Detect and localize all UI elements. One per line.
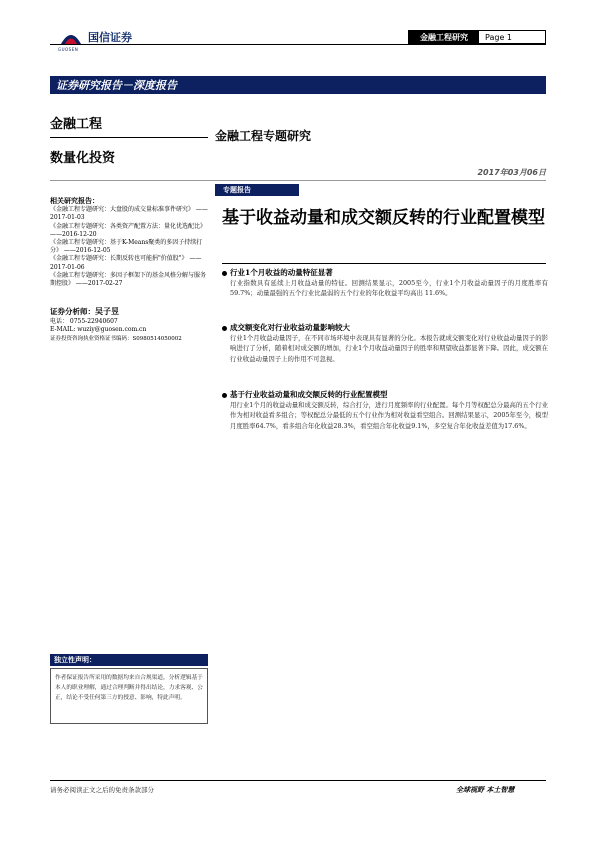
- declaration-body: 作者保证报告所采用的数据均来自合规渠道，分析逻辑基于本人的职业理解，通过合理判断并得出结论，力求客观、公正，结论不受任何第三方的授意、影响，特此声明。: [50, 668, 208, 724]
- footer-disclaimer-note: 请务必阅读正文之后的免责条款部分: [50, 786, 154, 794]
- report-date: 2017年03月06日: [477, 168, 546, 177]
- title-rule: [222, 263, 546, 264]
- analyst-label: 证券分析师：: [50, 307, 95, 316]
- header-page-number: Page 1: [485, 32, 512, 42]
- logo-sub: GUOSEN: [58, 47, 79, 52]
- summary-section-1: [222, 268, 548, 299]
- summary-heading: 成交额变化对行业收益动量影响较大: [230, 323, 350, 332]
- report-tag: 专题报告: [215, 184, 299, 196]
- bullet-icon: [222, 393, 227, 398]
- declaration-heading: 独立性声明：: [50, 654, 208, 666]
- analyst-info: [50, 307, 210, 343]
- logo: [58, 24, 158, 50]
- related-report-item[interactable]: 《金融工程专题研究：各类资产配置方法：量化优选配比》 ——2016-12-20: [50, 222, 207, 238]
- report-title: 基于收益动量和成交额反转的行业配置模型: [222, 208, 545, 228]
- footer-rule: [50, 780, 546, 781]
- related-report-item[interactable]: 《金融工程专题研究：长期反转也可能捐"价值股"》 ——2017-01-06: [50, 255, 202, 271]
- related-report-item[interactable]: 《金融工程专题研究：多因子框架下的基金风格分解与服务期控股》 ——2017-02-27: [50, 271, 207, 288]
- footer-slogan: 全球视野 本土智慧: [456, 785, 515, 794]
- section-label-financial-engineering: 金融工程: [50, 117, 103, 132]
- summary-heading: 基于行业收益动量和成交额反转的行业配置模型: [230, 390, 388, 399]
- topic-title: 金融工程专题研究: [215, 129, 312, 143]
- section-rule: [50, 137, 208, 138]
- header-category: 金融工程研究: [409, 31, 479, 43]
- bullet-icon: [222, 326, 227, 331]
- related-reports: [50, 197, 208, 288]
- summary-section-3: [222, 390, 548, 431]
- bullet-icon: [222, 271, 227, 276]
- summary-body: 行业指数具有延续上月收益动量的特征。回测结果显示，2005至今，行业1个月收益动量因子的月度胜率有 59.7%；动量最强的五个行业比最弱的五个行业的年化收益平均高出 11.6%。: [230, 279, 548, 298]
- header-tab: [408, 30, 546, 44]
- report-type-banner: 证券研究报告－深度报告: [50, 76, 546, 94]
- summary-section-2: [222, 323, 548, 364]
- analyst-phone: 电话： 0755-22940607: [50, 317, 118, 325]
- summary-heading: 行业1个月收益的动量特征显著: [230, 268, 333, 277]
- related-report-item[interactable]: 《金融工程专题研究：大盘股的成交量标准事件研究》 ——2017-01-03: [50, 206, 208, 222]
- analyst-name: 吴子昱: [95, 306, 119, 316]
- header-rule: [50, 44, 546, 45]
- summary-body: 用行业1个月的收益动量和成交额反转，综合打分，进行月度频率的行业配置。每个月等权配总分最高的五个行业作为相对收益看多组合；等权配总分最低的五个行业作为相对收益看空组合。回测结果显示，2005年至今，模型月度胜率64.7%，看多组合年化收益28.3%，看空组合年化收益9.1%，多空复合年化收益差值为17.6%。: [230, 401, 548, 430]
- summary-body: 行业1个月收益动量因子，在不同市场环境中表现具有显著的分化。本报告就成交额变化对行业收益动量因子的影响进行了分析，随着相对成交额的增加，行业1个月收益动量因子的胜率和期望收益都显著下降。因此，成交额在行业收益动量因子上的作用不可忽视。: [230, 334, 548, 363]
- analyst-license: 证券投资咨询执业资格证书编码：S0980514050002: [50, 335, 182, 342]
- related-report-item[interactable]: 《金融工程专题研究：基于K-Means聚类的多因子持续打分》 ——2016-12-05: [50, 239, 203, 255]
- analyst-email[interactable]: E-MAIL: wuziy@guosen.com.cn: [50, 326, 147, 333]
- logo-text: 国信证券: [88, 31, 132, 44]
- date-rule: [50, 180, 546, 181]
- section-label-quant-investing: 数量化投资: [50, 151, 116, 166]
- related-reports-heading: 相关研究报告：: [50, 196, 99, 205]
